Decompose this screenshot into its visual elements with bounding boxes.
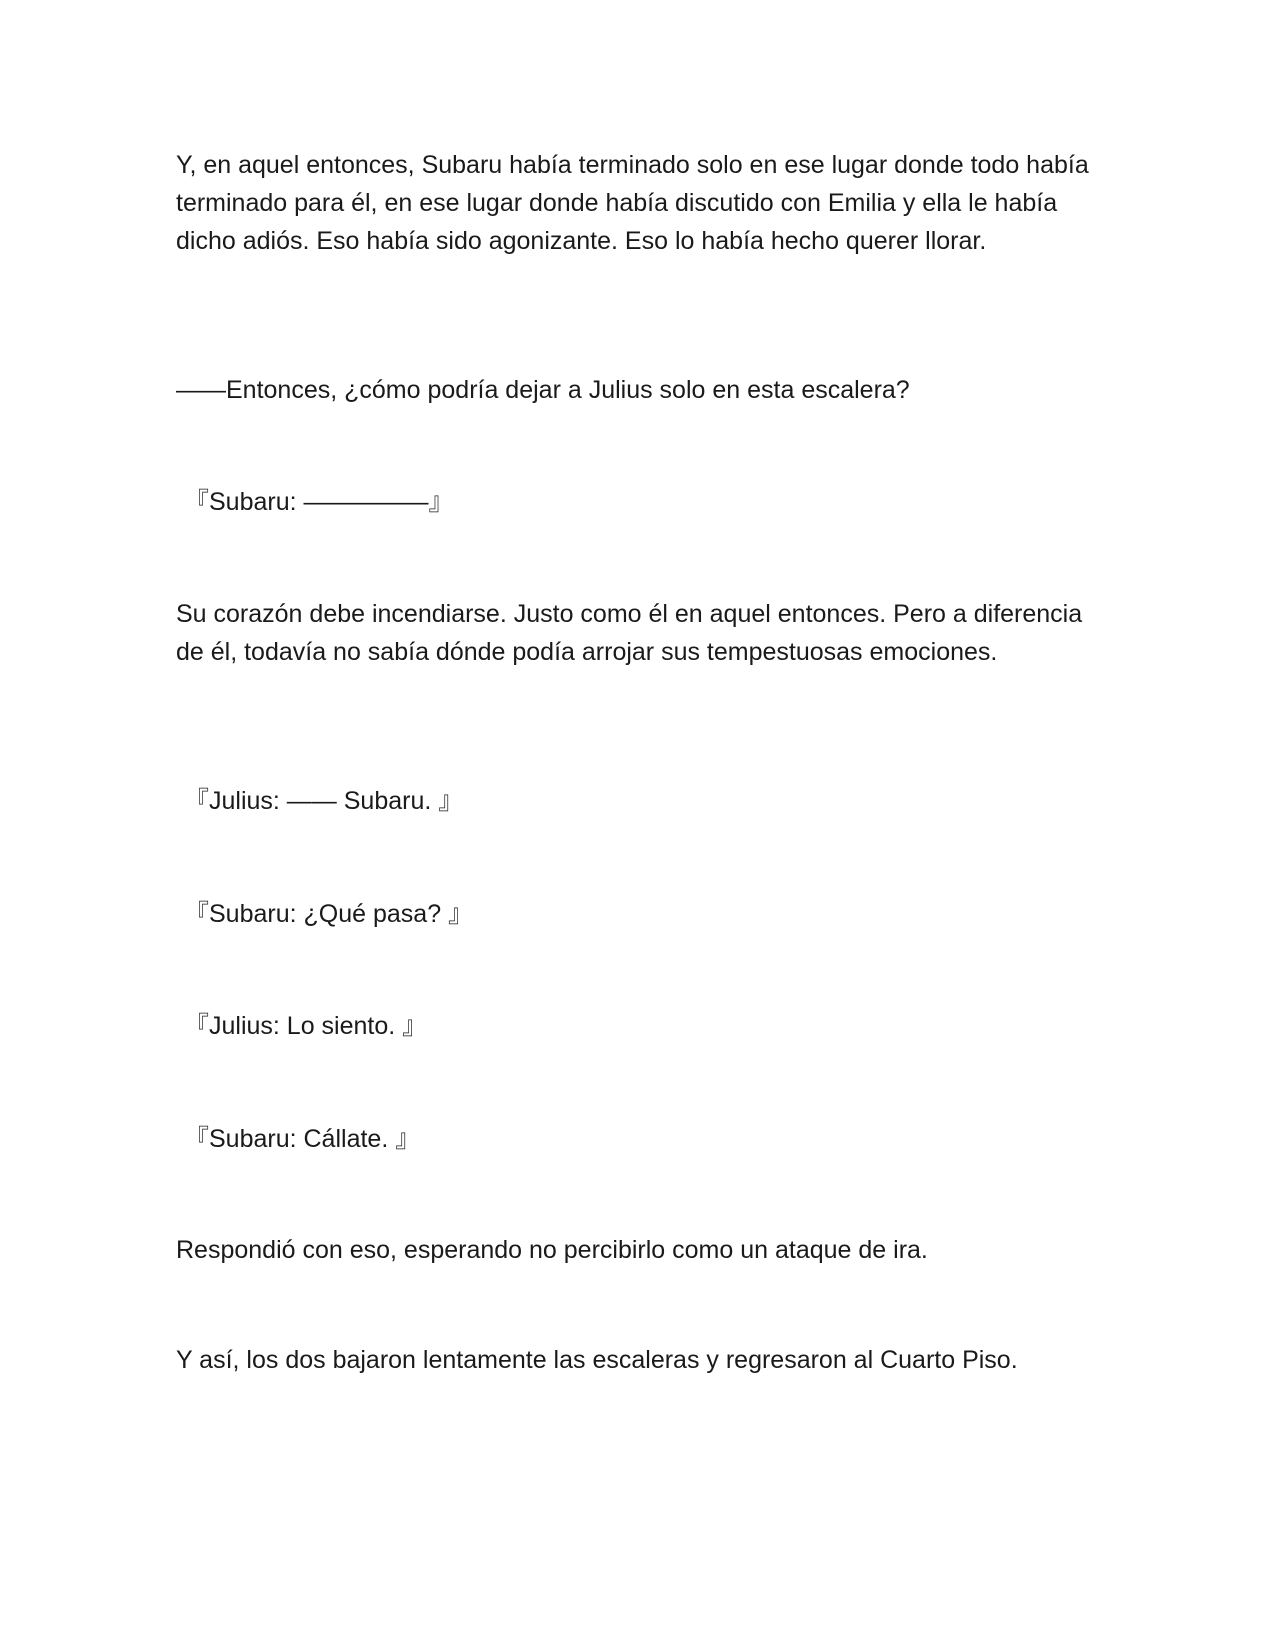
dialogue-line: 『Julius: Lo siento. 』 bbox=[184, 1012, 428, 1040]
narration-paragraph: Su corazón debe incendiarse. Justo como él en aquel entonces. Pero a diferencia de él, todavía no sabía dónde podía arrojar sus tempestuosas emociones. bbox=[176, 600, 1083, 666]
narration-paragraph: ——Entonces, ¿cómo podría dejar a Julius solo en esta escalera? bbox=[176, 376, 910, 404]
dialogue-line: 『Subaru: —————』 bbox=[184, 488, 454, 516]
dialogue-line: 『Julius: —— Subaru. 』 bbox=[184, 787, 464, 815]
dialogue-line: 『Subaru: Cállate. 』 bbox=[184, 1125, 421, 1153]
narration-paragraph: Y, en aquel entonces, Subaru había terminado solo en ese lugar donde todo había terminado para él, en ese lugar donde había discutido con Emilia y ella le había dicho adiós. Eso había sido agonizante. Eso lo había hecho querer llorar. bbox=[176, 151, 1089, 255]
narration-paragraph: Y así, los dos bajaron lentamente las escaleras y regresaron al Cuarto Piso. bbox=[176, 1346, 1018, 1374]
dialogue-line: 『Subaru: ¿Qué pasa? 』 bbox=[184, 900, 474, 928]
narration-paragraph: Respondió con eso, esperando no percibirlo como un ataque de ira. bbox=[176, 1236, 928, 1264]
